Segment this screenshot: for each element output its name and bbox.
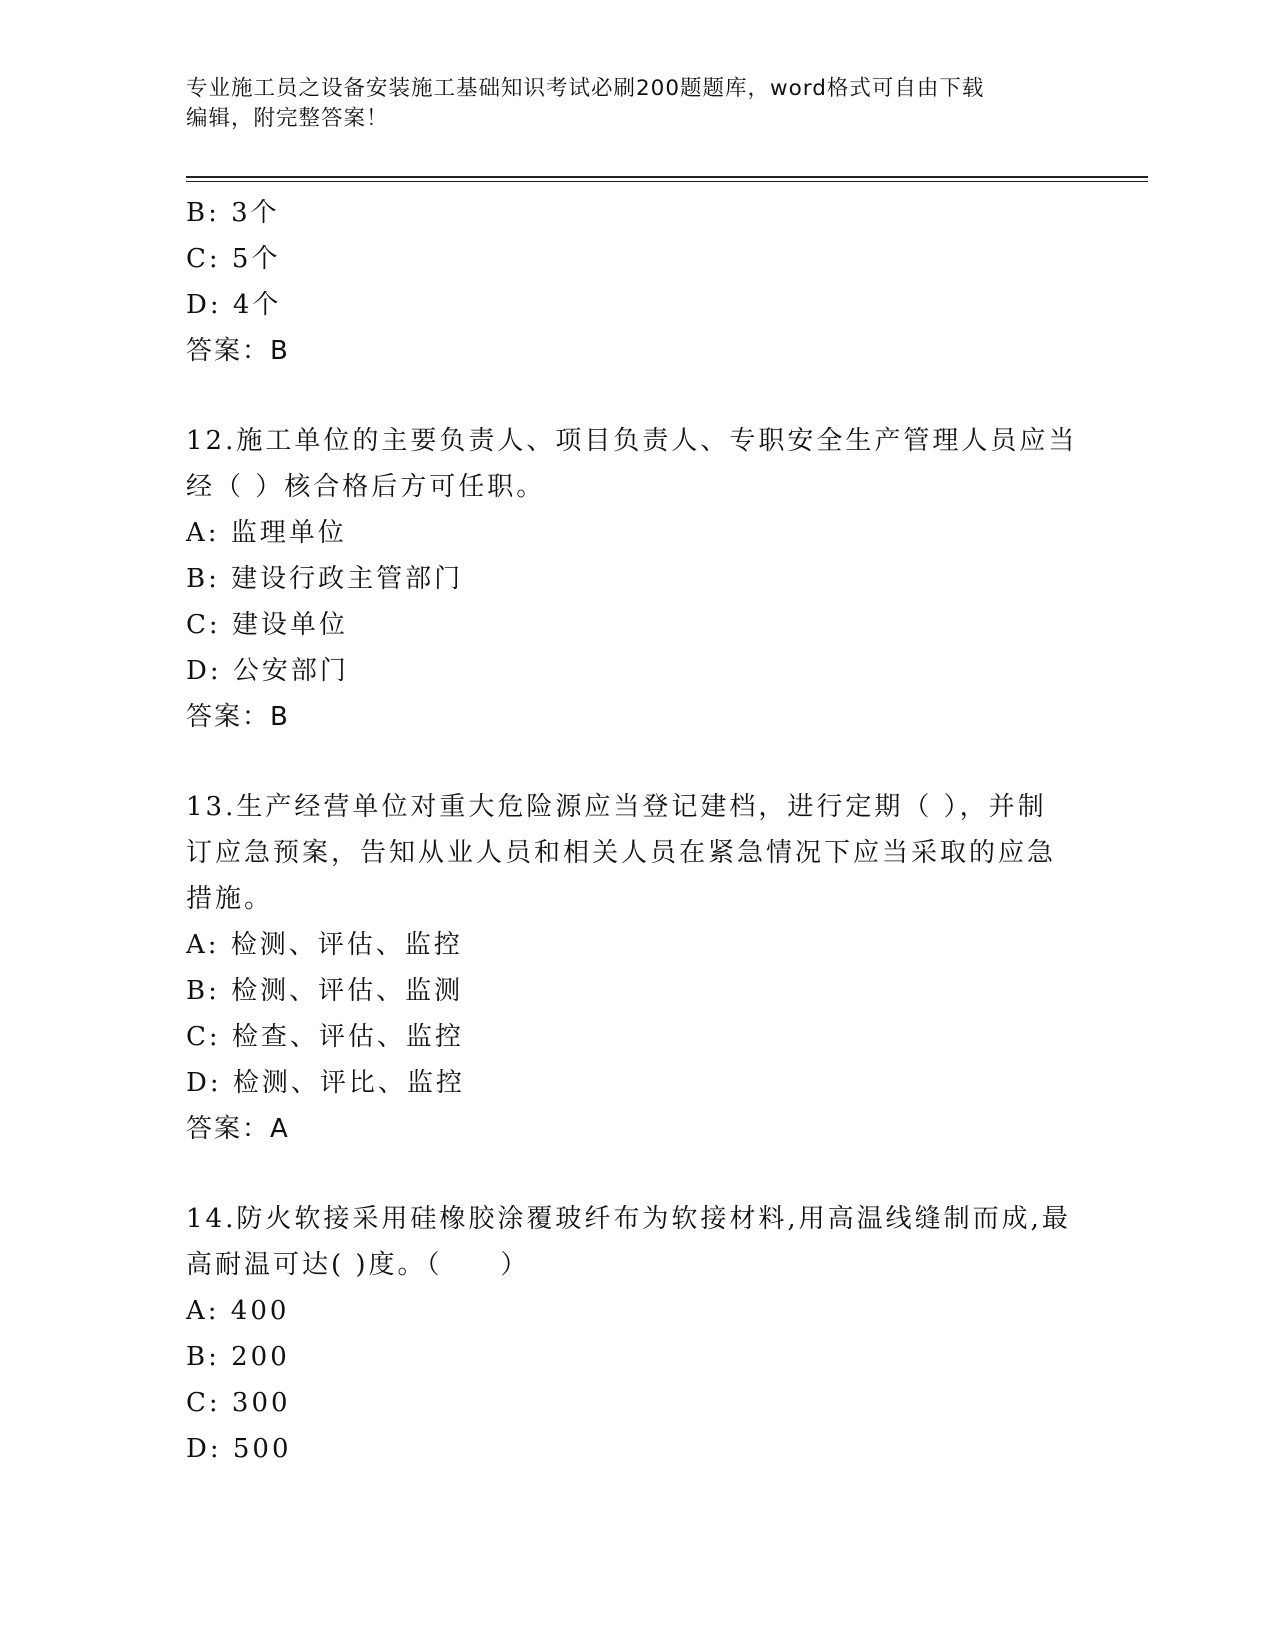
answer-line: 答案：A: [186, 1114, 290, 1144]
answer-line: 答案：B: [186, 702, 290, 732]
answer-line: 答案：B: [186, 336, 290, 366]
question-12: [186, 418, 1086, 740]
option-a: A: 监理单位: [186, 518, 347, 548]
question-text-line: 订应急预案，告知从业人员和相关人员在紧急情况下应当采取的应急: [186, 838, 1057, 868]
question-text-line: 经（ ）核合格后方可任职。: [186, 472, 546, 502]
option-a: A: 检测、评估、监控: [186, 930, 463, 960]
header-rule-thick: [186, 176, 1148, 178]
option-b: B: 200: [186, 1342, 290, 1372]
option-a: A: 400: [186, 1296, 290, 1326]
question-list: [186, 190, 1086, 1472]
question-text-line: 12.施工单位的主要负责人、项目负责人、专职安全生产管理人员应当: [186, 426, 1078, 456]
option-c: C: 5个: [186, 244, 281, 274]
option-d: D: 4个: [186, 290, 282, 320]
option-d: D: 公安部门: [186, 656, 349, 686]
question-14: [186, 1196, 1086, 1472]
option-b: B: 建设行政主管部门: [186, 564, 464, 594]
option-c: C: 300: [186, 1388, 291, 1418]
header-line-2: 编辑，附完整答案！: [186, 106, 389, 131]
option-b: B: 检测、评估、监测: [186, 976, 464, 1006]
document-header: [186, 74, 1066, 134]
option-d: D: 检测、评比、监控: [186, 1068, 465, 1098]
question-text-line: 措施。: [186, 884, 274, 914]
option-d: D: 500: [186, 1434, 292, 1464]
option-c: C: 检查、评估、监控: [186, 1022, 464, 1052]
option-b: B: 3个: [186, 198, 280, 228]
option-c: C: 建设单位: [186, 610, 348, 640]
header-line-1: 专业施工员之设备安装施工基础知识考试必刷200题题库，word格式可自由下载: [186, 76, 985, 101]
question-13: [186, 784, 1086, 1152]
question-text-line: 高耐温可达( )度。（ ）: [186, 1250, 530, 1280]
question-11-tail: [186, 190, 1086, 374]
question-text-line: 13.生产经营单位对重大危险源应当登记建档，进行定期（ ），并制: [186, 792, 1047, 822]
question-text-line: 14.防火软接采用硅橡胶涂覆玻纤布为软接材料,用高温线缝制而成,最: [186, 1204, 1071, 1234]
header-rule-thin: [186, 181, 1148, 182]
